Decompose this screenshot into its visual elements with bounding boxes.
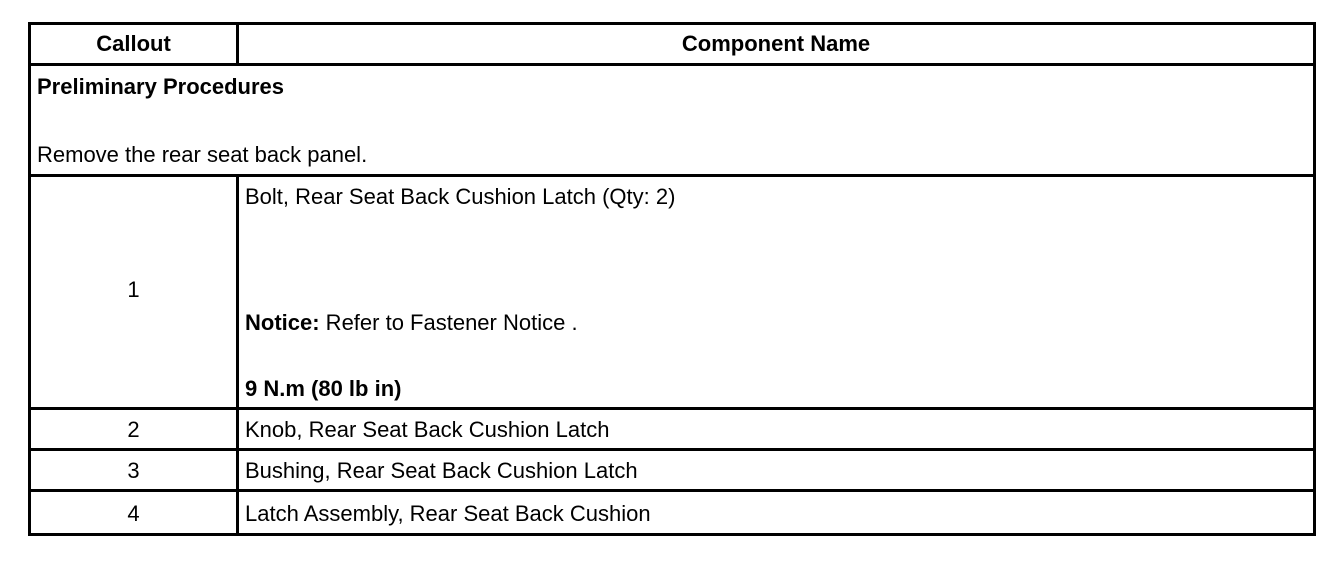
callout-cell: 2 [31, 410, 239, 448]
torque-spec: 9 N.m (80 lb in) [245, 376, 402, 401]
table-row [31, 492, 1313, 533]
header-component-name: Component Name [681, 31, 871, 56]
header-callout: Callout [31, 25, 239, 63]
notice-line [245, 310, 578, 336]
callout-cell: 4 [31, 492, 239, 533]
table-header-row [31, 25, 1313, 66]
component-cell [239, 177, 1313, 407]
preliminary-procedures-row [31, 66, 1313, 177]
callout-cell: 3 [31, 451, 239, 489]
table-row [31, 451, 1313, 492]
preliminary-procedures-text: Remove the rear seat back panel. [37, 142, 368, 167]
component-name: Bushing, Rear Seat Back Cushion Latch [245, 458, 638, 483]
component-name: Latch Assembly, Rear Seat Back Cushion [245, 500, 651, 526]
table-row [31, 177, 1313, 410]
notice-text: Refer to Fastener Notice . [319, 310, 578, 335]
callout-cell: 1 [31, 177, 239, 407]
table-row [31, 410, 1313, 451]
component-name: Bolt, Rear Seat Back Cushion Latch (Qty: 2) [245, 184, 676, 209]
component-table [28, 22, 1316, 536]
preliminary-procedures-title: Preliminary Procedures [37, 74, 285, 99]
component-name: Knob, Rear Seat Back Cushion Latch [245, 417, 610, 442]
notice-label: Notice: [245, 310, 320, 335]
